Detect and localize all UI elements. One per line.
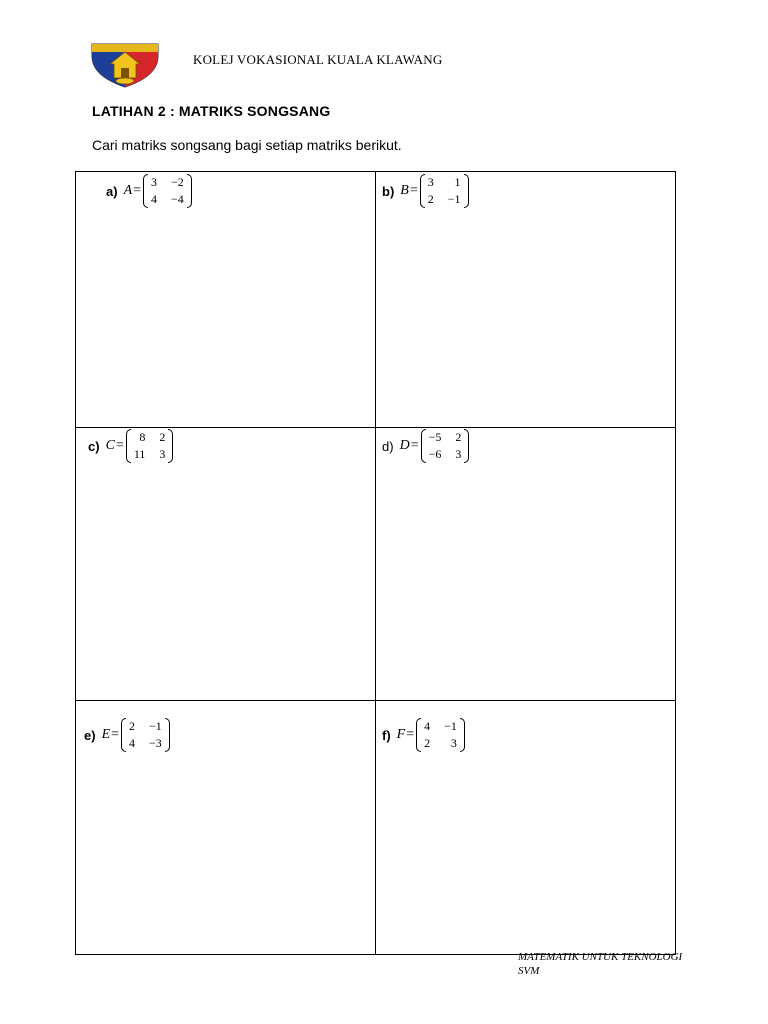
matrix-entry: −6 [428,446,442,461]
matrix-entry: −3 [149,735,162,750]
worksheet-instruction: Cari matriks songsang bagi setiap matriks berikut. [92,137,402,153]
grid-divider-vertical [375,172,376,954]
matrix-entry: 4 [424,719,431,733]
grid-divider-horizontal [76,427,675,428]
page-footer [518,950,748,978]
question-c: c) C = 8 2 11 3 [88,429,173,463]
answer-grid [75,171,676,955]
school-crest-icon [90,42,160,88]
matrix-entry: −1 [149,719,162,733]
question-b: b) B = 3 1 2 −1 [382,174,469,208]
question-e: e) E = 2 −1 4 −3 [84,718,170,752]
matrix-variable: E [101,727,111,742]
matrix-variable: D [399,438,410,453]
matrix-entry: 3 [151,175,158,189]
question-label: e) [84,727,96,743]
question-a: a) A = 3 −2 4 −4 [106,174,192,208]
matrix-variable: C [105,438,115,453]
matrix-entry: −5 [428,430,442,444]
matrix [420,174,469,208]
question-label: d) [382,438,394,454]
matrix [416,718,465,752]
matrix-entry: 2 [424,735,431,750]
matrix [121,718,170,752]
matrix [143,174,192,208]
footer-line: SVM [518,965,540,977]
grid-divider-horizontal [76,700,675,701]
matrix-entry: −1 [444,719,457,733]
school-name: KOLEJ VOKASIONAL KUALA KLAWANG [193,52,443,67]
matrix-entry: 3 [159,446,166,461]
matrix-entry: 2 [129,719,136,733]
matrix-entry: −4 [171,191,184,206]
matrix [126,429,174,463]
matrix-entry: 1 [454,175,461,189]
matrix-entry: −2 [171,175,184,189]
question-f: f) F = 4 −1 2 3 [382,718,465,752]
matrix-entry: 4 [129,735,136,750]
worksheet-title: LATIHAN 2 : MATRIKS SONGSANG [92,103,331,119]
matrix-entry: 2 [159,430,166,444]
matrix-entry: 3 [455,446,462,461]
footer-line: MATEMATIK UNTUK TEKNOLOGI [518,951,683,963]
matrix-entry: 11 [133,446,146,461]
question-label: a) [106,183,118,199]
matrix-entry: 3 [427,175,434,189]
matrix-entry: 4 [151,191,158,206]
matrix-entry: 2 [455,430,462,444]
matrix-entry: 8 [139,430,146,444]
question-label: b) [382,183,395,199]
matrix-entry: 2 [427,191,434,206]
matrix [421,429,470,463]
matrix-variable: A [123,183,133,198]
matrix-variable: F [396,727,406,742]
question-label: c) [88,438,100,454]
question-d: d) D = −5 2 −6 3 [382,429,469,463]
matrix-variable: B [400,183,409,198]
matrix-entry: 3 [450,735,457,750]
matrix-entry: −1 [447,191,461,206]
question-label: f) [382,727,391,743]
